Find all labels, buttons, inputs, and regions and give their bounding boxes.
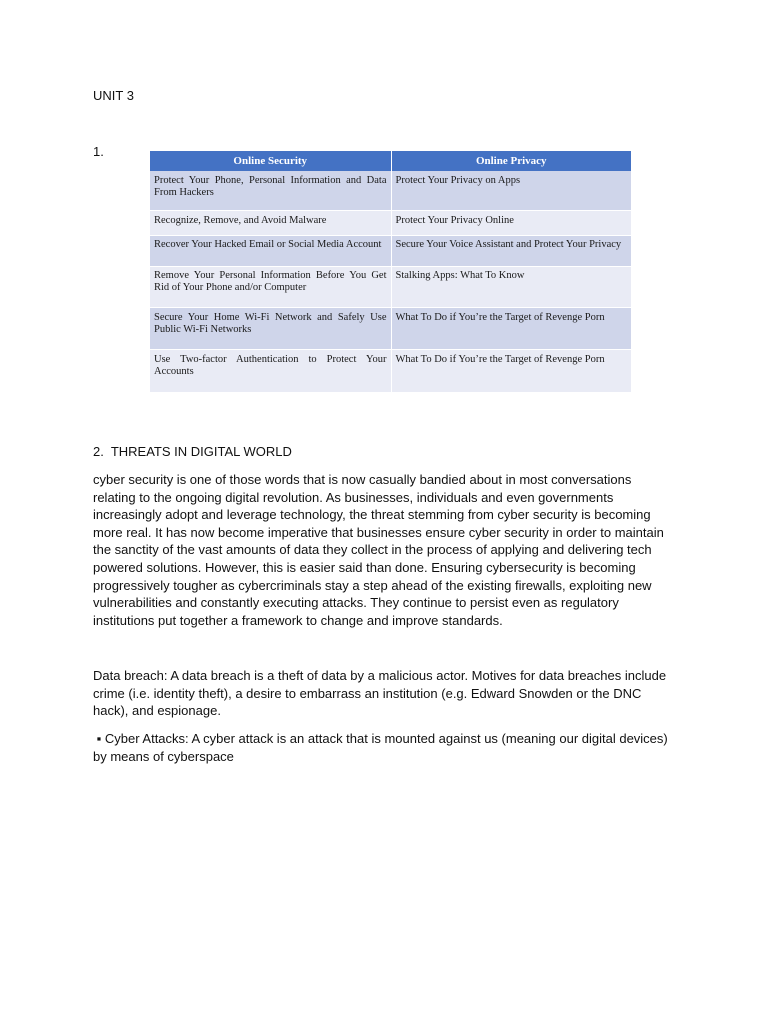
table-cell-privacy: What To Do if You’re the Target of Revenge Porn bbox=[391, 350, 631, 393]
security-privacy-table bbox=[150, 151, 631, 393]
table-cell-security: Recognize, Remove, and Avoid Malware bbox=[150, 211, 391, 236]
table-header-row bbox=[150, 151, 631, 171]
table-row bbox=[150, 236, 631, 267]
paragraph-cyber-attacks: ▪ Cyber Attacks: A cyber attack is an attack that is mounted against us (meaning our digital devices) by means of cyberspace bbox=[93, 731, 672, 764]
table-cell-privacy: Secure Your Voice Assistant and Protect Your Privacy bbox=[391, 236, 631, 267]
table-cell-privacy: Stalking Apps: What To Know bbox=[391, 267, 631, 308]
table-cell-security: Recover Your Hacked Email or Social Media Account bbox=[150, 236, 391, 267]
section-heading-threats: 2. THREATS IN DIGITAL WORLD bbox=[93, 444, 292, 459]
table-header-online-security: Online Security bbox=[150, 151, 391, 171]
unit-title: UNIT 3 bbox=[93, 88, 134, 103]
table-header-online-privacy: Online Privacy bbox=[391, 151, 631, 171]
table-cell-security: Secure Your Home Wi-Fi Network and Safely Use Public Wi-Fi Networks bbox=[150, 308, 391, 350]
table-row bbox=[150, 350, 631, 393]
table-row bbox=[150, 308, 631, 350]
table-cell-security: Protect Your Phone, Personal Information and Data From Hackers bbox=[150, 171, 391, 211]
table-row bbox=[150, 267, 631, 308]
paragraph-data-breach: Data breach: A data breach is a theft of data by a malicious actor. Motives for data breaches include crime (i.e. identity theft), a desire to embarrass an institution (e.g. Edward Snowden or the DNC hack), and espionage. bbox=[93, 668, 667, 719]
table-cell-security: Remove Your Personal Information Before You Get Rid of Your Phone and/or Computer bbox=[150, 267, 391, 308]
table-row bbox=[150, 211, 631, 236]
item-number-1: 1. bbox=[93, 144, 104, 159]
table-cell-security: Use Two-factor Authentication to Protect Your Accounts bbox=[150, 350, 391, 393]
table-cell-privacy: Protect Your Privacy on Apps bbox=[391, 171, 631, 211]
paragraph-intro: cyber security is one of those words that is now casually bandied about in most conversations relating to the ongoing digital revolution. As businesses, individuals and even governments increasingly adopt and leverage technology, the threat stemming from cyber security is becoming more real. It has now become imperative that businesses ensure cyber security in order to maintain the sanctity of the vast amounts of data they collect in the process of applying and delivering tech powered solutions. However, this is easier said than done. Ensuring cybersecurity is becoming progressively tougher as cybercriminals stay a step ahead of the existing firewalls, exploiting new vulnerabilities and constantly executing attacks. They continue to persist even as regulatory institutions put together a framework to change and improve standards. bbox=[93, 472, 664, 628]
table-cell-privacy: Protect Your Privacy Online bbox=[391, 211, 631, 236]
table-cell-privacy: What To Do if You’re the Target of Revenge Porn bbox=[391, 308, 631, 350]
table-row bbox=[150, 171, 631, 211]
